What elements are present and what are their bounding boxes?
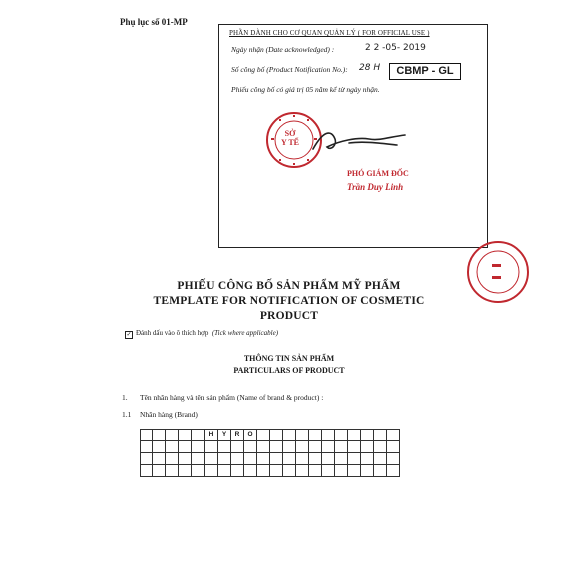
brand-grid-cell xyxy=(244,465,257,477)
brand-grid-cell xyxy=(257,429,270,441)
brand-grid-cell xyxy=(361,453,374,465)
item-1-text: Tên nhãn hàng và tên sản phẩm (Name of brand & product) : xyxy=(140,393,324,402)
cbmp-stamp: CBMP - GL xyxy=(389,63,461,80)
brand-grid-cell xyxy=(296,453,309,465)
brand-grid-cell xyxy=(192,453,205,465)
brand-grid-cell xyxy=(179,465,192,477)
brand-grid-cell xyxy=(218,465,231,477)
brand-grid-cell xyxy=(348,429,361,441)
brand-grid-cell xyxy=(270,429,283,441)
brand-grid-cell xyxy=(309,429,322,441)
brand-grid-cell xyxy=(257,453,270,465)
brand-grid-cell xyxy=(244,453,257,465)
brand-grid-cell xyxy=(387,441,400,453)
brand-grid-cell: Y xyxy=(218,429,231,441)
brand-grid-cell xyxy=(361,429,374,441)
brand-grid-cell xyxy=(192,465,205,477)
official-header: PHẦN DÀNH CHO CƠ QUAN QUẢN LÝ ( FOR OFFICIAL USE ) xyxy=(229,29,430,37)
date-acknowledged-value: 2 2 -05- 2019 xyxy=(365,43,426,53)
brand-grid-cell xyxy=(140,441,153,453)
signature-icon xyxy=(309,121,419,161)
brand-grid-cell xyxy=(283,453,296,465)
brand-grid-cell xyxy=(348,465,361,477)
brand-grid-cell xyxy=(166,441,179,453)
form-title-vi: PHIẾU CÔNG BỐ SẢN PHẨM MỸ PHẨM xyxy=(177,280,401,292)
brand-grid-cell xyxy=(335,465,348,477)
brand-grid-cell xyxy=(374,441,387,453)
brand-grid-cell xyxy=(387,429,400,441)
tick-instruction-en: (Tick where applicable) xyxy=(211,329,279,337)
brand-grid-cell xyxy=(140,453,153,465)
brand-grid-cell xyxy=(153,465,166,477)
brand-grid-cell xyxy=(296,465,309,477)
brand-grid-cell xyxy=(387,465,400,477)
brand-grid-cell xyxy=(244,441,257,453)
brand-grid-cell xyxy=(192,429,205,441)
item-1-1-number: 1.1 xyxy=(122,410,132,419)
brand-grid-cell xyxy=(257,465,270,477)
brand-grid-cell xyxy=(205,465,218,477)
validity-note: Phiếu công bố có giá trị 05 năm kể từ ngày nhận. xyxy=(231,85,380,94)
brand-grid-cell xyxy=(335,441,348,453)
brand-grid-cell xyxy=(231,453,244,465)
brand-grid-cell xyxy=(205,453,218,465)
brand-grid-cell xyxy=(309,465,322,477)
brand-grid-cell xyxy=(166,465,179,477)
brand-grid-cell xyxy=(374,465,387,477)
item-1-1-text: Nhãn hàng (Brand) xyxy=(140,410,198,419)
tick-instruction xyxy=(125,329,278,339)
appendix-label: Phụ lục số 01-MP xyxy=(120,17,188,27)
brand-grid-cell: O xyxy=(244,429,257,441)
brand-grid-cell xyxy=(166,453,179,465)
brand-grid-cell xyxy=(140,465,153,477)
brand-grid-cell xyxy=(322,453,335,465)
brand-grid-cell xyxy=(283,465,296,477)
brand-grid-cell xyxy=(257,441,270,453)
seal-text: SỞ Y TẾ xyxy=(281,129,300,147)
brand-grid-cell xyxy=(387,453,400,465)
brand-grid-cell xyxy=(374,453,387,465)
brand-grid-cell xyxy=(231,465,244,477)
brand-grid-cell xyxy=(283,441,296,453)
notification-number-label: Số công bố (Product Notification No.): xyxy=(231,65,348,74)
brand-grid-cell: R xyxy=(231,429,244,441)
brand-grid-cell xyxy=(153,441,166,453)
brand-grid-cell xyxy=(361,441,374,453)
brand-grid-cell xyxy=(179,441,192,453)
brand-grid-cell xyxy=(322,465,335,477)
signer-name: Trần Duy Linh xyxy=(347,182,404,192)
brand-grid-cell xyxy=(322,441,335,453)
brand-grid-cell xyxy=(283,429,296,441)
section-title-en: PARTICULARS OF PRODUCT xyxy=(233,366,345,375)
brand-name-grid xyxy=(140,429,400,477)
brand-grid-cell xyxy=(335,429,348,441)
brand-grid-cell xyxy=(335,453,348,465)
brand-grid-cell: H xyxy=(205,429,218,441)
brand-grid-cell xyxy=(153,429,166,441)
tick-checkbox-icon: ✓ xyxy=(126,332,132,338)
brand-grid-cell xyxy=(270,465,283,477)
notification-number-value: 28 H xyxy=(359,63,381,73)
official-use-box xyxy=(218,24,488,248)
brand-grid-cell xyxy=(153,453,166,465)
brand-grid-cell xyxy=(218,441,231,453)
brand-grid-cell xyxy=(296,441,309,453)
brand-grid-cell xyxy=(166,429,179,441)
brand-grid-cell xyxy=(374,429,387,441)
signer-title: PHÓ GIÁM ĐỐC xyxy=(347,169,409,178)
brand-grid-cell xyxy=(179,429,192,441)
brand-grid-cell xyxy=(270,441,283,453)
form-title-en-2: PRODUCT xyxy=(259,310,319,322)
brand-grid-cell xyxy=(296,429,309,441)
item-1-number: 1. xyxy=(122,393,128,402)
brand-grid-cell xyxy=(231,441,244,453)
date-acknowledged-label: Ngày nhận (Date acknowledged) : xyxy=(231,45,335,54)
brand-grid-cell xyxy=(270,453,283,465)
brand-grid-cell xyxy=(322,429,335,441)
brand-grid-cell xyxy=(192,441,205,453)
brand-grid-cell xyxy=(348,453,361,465)
section-title-vi: THÔNG TIN SẢN PHẨM xyxy=(243,354,335,363)
brand-grid-cell xyxy=(179,453,192,465)
brand-grid-cell xyxy=(361,465,374,477)
brand-grid-cell xyxy=(348,441,361,453)
brand-grid-cell xyxy=(140,429,153,441)
tick-instruction-vi: Đánh dấu vào ô thích hợp xyxy=(136,329,209,337)
brand-grid-cell xyxy=(309,453,322,465)
brand-grid-cell xyxy=(205,441,218,453)
brand-grid-cell xyxy=(218,453,231,465)
brand-grid-cell xyxy=(309,441,322,453)
form-title-en-1: TEMPLATE FOR NOTIFICATION OF COSMETIC xyxy=(153,295,425,307)
